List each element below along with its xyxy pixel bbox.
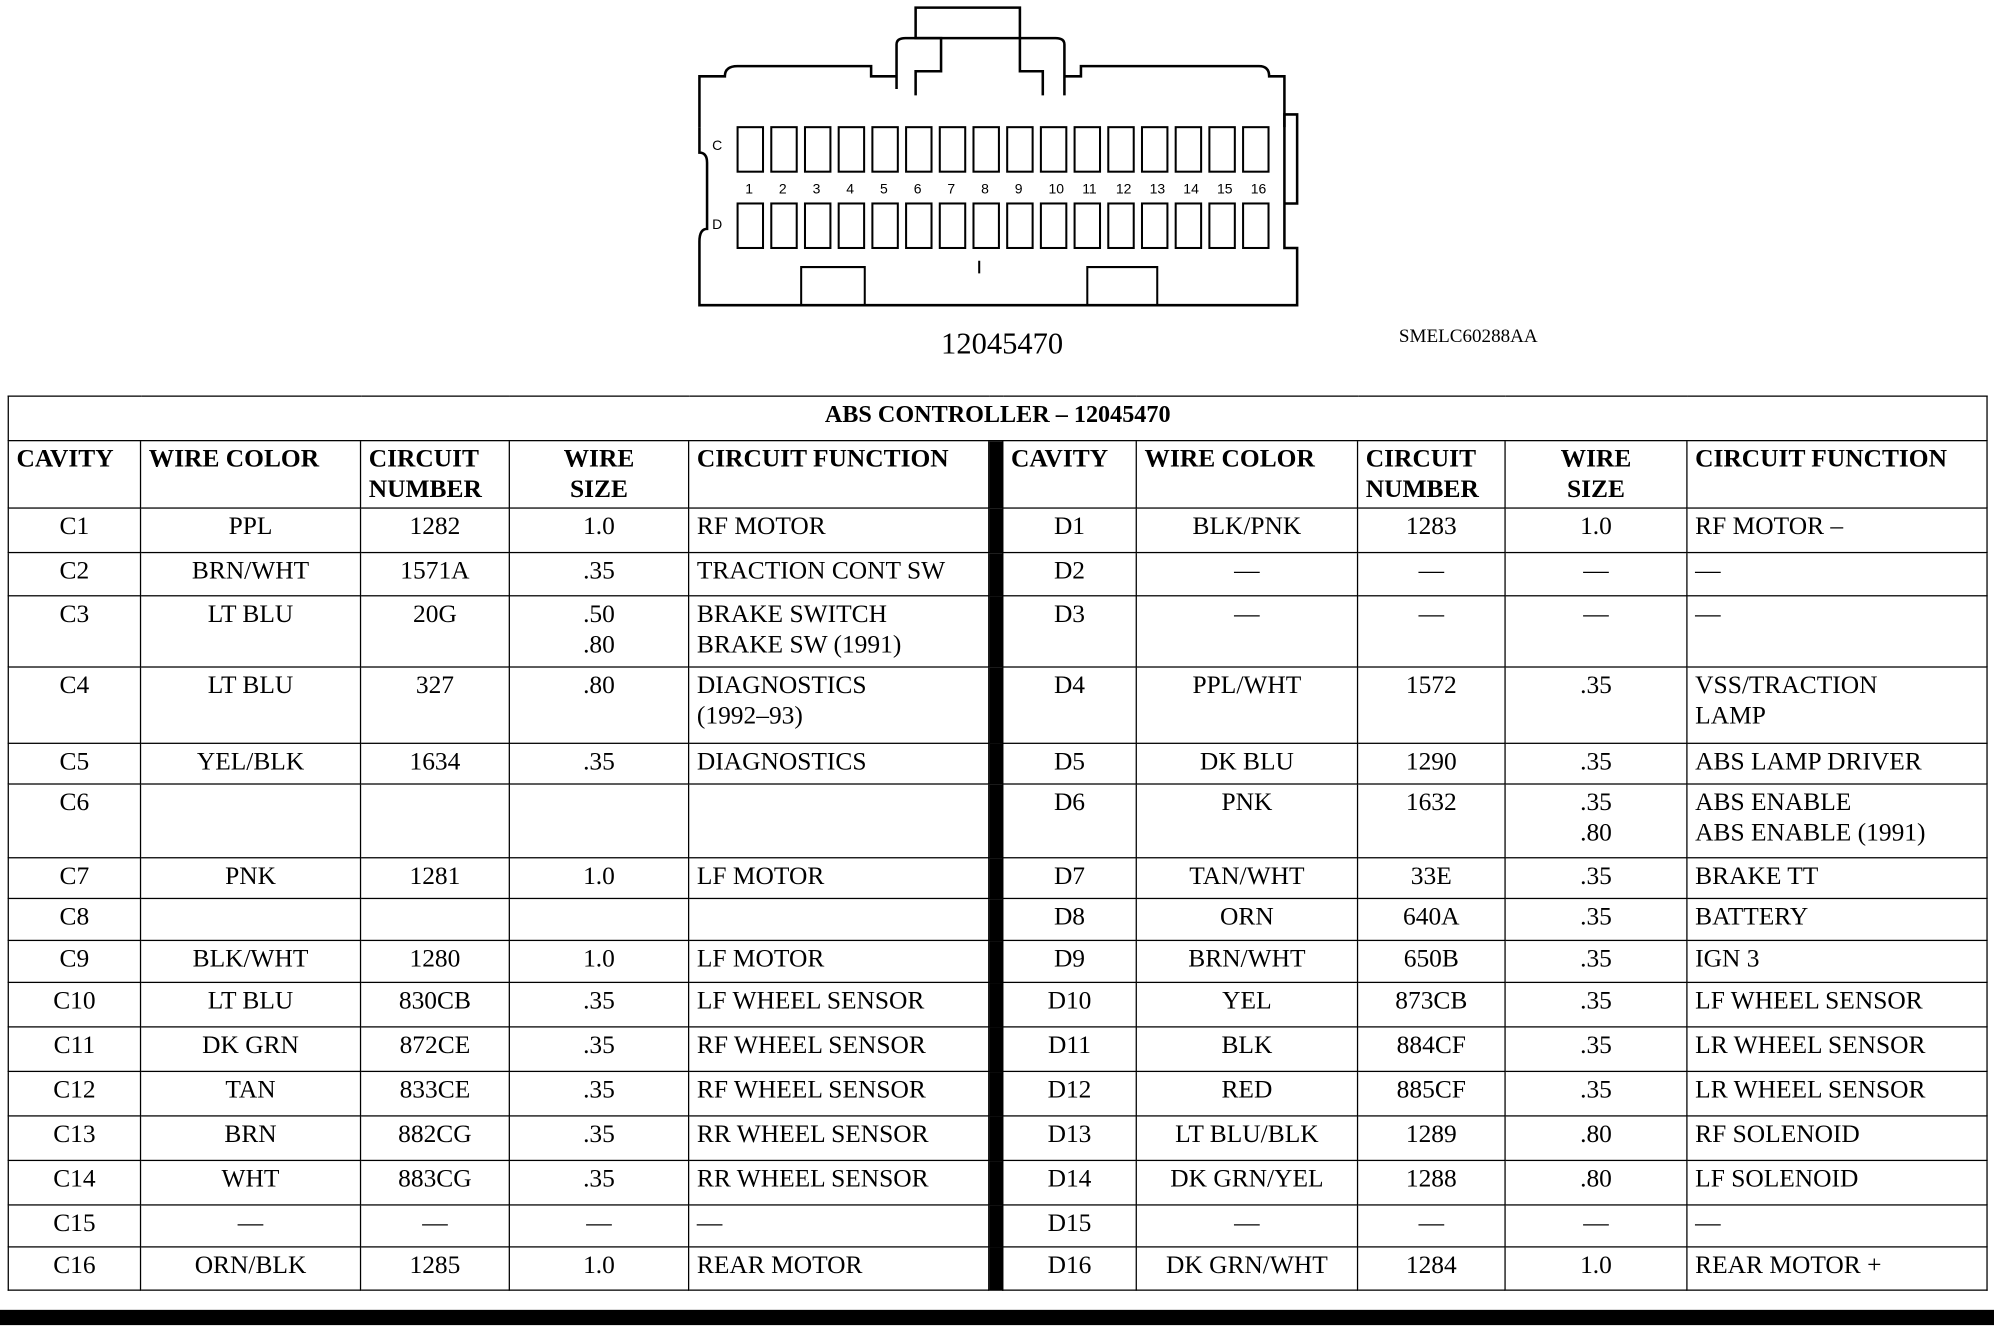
wire-size-cell: 1.0 [509, 858, 688, 899]
cavity-cell: C16 [8, 1247, 140, 1290]
cavity-cell: D16 [1003, 1247, 1137, 1290]
cavity-outline [973, 203, 998, 248]
circuit-function-cell: RF WHEEL SENSOR [689, 1071, 989, 1116]
cavity-cell: C3 [8, 596, 140, 667]
wire-color-cell: BRN/WHT [141, 553, 361, 596]
pin-number: 15 [1217, 180, 1233, 197]
column-divider [989, 553, 1003, 596]
pin-number: 14 [1183, 180, 1199, 197]
cavity-cell: C4 [8, 667, 140, 743]
cavity-outline [1041, 203, 1066, 248]
column-header: WIRE SIZE [509, 441, 688, 508]
circuit-number-cell: 650B [1358, 940, 1506, 982]
circuit-number-cell: — [1358, 1205, 1506, 1247]
cavity-outline [771, 127, 796, 172]
cavity-outline [1243, 203, 1268, 248]
wire-color-cell: DK GRN/YEL [1136, 1160, 1357, 1205]
cavity-cell: D9 [1003, 940, 1137, 982]
table-row [8, 743, 1987, 784]
circuit-number-cell: 884CF [1358, 1027, 1506, 1072]
pin-number: 9 [1014, 180, 1023, 197]
table-row [8, 858, 1987, 899]
cavity-outline [872, 203, 897, 248]
cavity-cell: C2 [8, 553, 140, 596]
wire-color-cell: TAN/WHT [1136, 858, 1357, 899]
circuit-number-cell: 1571A [361, 553, 510, 596]
circuit-number-cell: 1280 [361, 940, 510, 982]
cavity-cell: D7 [1003, 858, 1137, 899]
wire-color-cell: DK BLU [1136, 743, 1357, 784]
circuit-number-cell: 833CE [361, 1071, 510, 1116]
column-divider [989, 1205, 1003, 1247]
circuit-function-cell: LR WHEEL SENSOR [1687, 1027, 1987, 1072]
wire-size-cell: .35 [509, 743, 688, 784]
wire-color-cell: PNK [141, 858, 361, 899]
wire-size-cell: .80 [509, 667, 688, 743]
cavity-cell: D6 [1003, 784, 1137, 858]
wire-color-cell [141, 784, 361, 858]
cavity-cell: D8 [1003, 898, 1137, 940]
circuit-function-cell: RR WHEEL SENSOR [689, 1116, 989, 1161]
wire-size-cell: .35 .80 [1505, 784, 1687, 858]
wire-color-cell: PPL [141, 508, 361, 553]
column-header: CAVITY [8, 441, 140, 508]
cavity-cell: C15 [8, 1205, 140, 1247]
cavity-outline [1209, 203, 1234, 248]
wire-color-cell: BRN/WHT [1136, 940, 1357, 982]
cavity-outline [738, 127, 763, 172]
wire-color-cell: BLK/PNK [1136, 508, 1357, 553]
circuit-function-cell: RR WHEEL SENSOR [689, 1160, 989, 1205]
cavity-outline [839, 127, 864, 172]
wire-color-cell: BLK/WHT [141, 940, 361, 982]
cavity-outline [1209, 127, 1234, 172]
wire-size-cell: .35 [509, 1071, 688, 1116]
wire-color-cell [141, 898, 361, 940]
cavity-cell: C14 [8, 1160, 140, 1205]
cavity-cell: C9 [8, 940, 140, 982]
cavity-cell: C13 [8, 1116, 140, 1161]
header-row [8, 441, 1987, 508]
column-header: WIRE COLOR [1136, 441, 1357, 508]
circuit-function-cell: LF SOLENOID [1687, 1160, 1987, 1205]
column-divider [989, 667, 1003, 743]
wire-size-cell: .35 [1505, 898, 1687, 940]
cavity-cell: C6 [8, 784, 140, 858]
cavity-cell: D11 [1003, 1027, 1137, 1072]
circuit-number-cell: 883CG [361, 1160, 510, 1205]
cavity-outline [839, 203, 864, 248]
circuit-function-cell: VSS/TRACTION LAMP [1687, 667, 1987, 743]
circuit-number-cell: — [361, 1205, 510, 1247]
column-divider [989, 441, 1003, 508]
cavity-cell: D15 [1003, 1205, 1137, 1247]
wire-size-cell: .35 [1505, 858, 1687, 899]
circuit-number-cell: 885CF [1358, 1071, 1506, 1116]
cavity-cell: D12 [1003, 1071, 1137, 1116]
cavity-cell: C1 [8, 508, 140, 553]
circuit-number-cell [361, 784, 510, 858]
column-header: WIRE SIZE [1505, 441, 1687, 508]
wire-size-cell: .35 [1505, 743, 1687, 784]
circuit-number-cell: 20G [361, 596, 510, 667]
circuit-function-cell: RF SOLENOID [1687, 1116, 1987, 1161]
pin-number: 4 [846, 180, 855, 197]
cavity-outline [1176, 203, 1201, 248]
wire-size-cell [509, 898, 688, 940]
wire-size-cell: 1.0 [509, 940, 688, 982]
wire-size-cell: .35 [509, 1027, 688, 1072]
wire-color-cell: — [141, 1205, 361, 1247]
column-divider [989, 982, 1003, 1027]
column-divider [989, 1116, 1003, 1161]
circuit-function-cell: LF WHEEL SENSOR [689, 982, 989, 1027]
circuit-function-cell: DIAGNOSTICS [689, 743, 989, 784]
wire-size-cell: .35 [1505, 982, 1687, 1027]
wire-size-cell: .35 [509, 982, 688, 1027]
cavity-outline [771, 203, 796, 248]
wire-color-cell: DK GRN/WHT [1136, 1247, 1357, 1290]
table-row [8, 553, 1987, 596]
circuit-number-cell: 327 [361, 667, 510, 743]
wire-size-cell: — [1505, 1205, 1687, 1247]
column-divider [989, 1160, 1003, 1205]
circuit-function-cell: BRAKE SWITCH BRAKE SW (1991) [689, 596, 989, 667]
table-row [8, 508, 1987, 553]
pin-number: 6 [913, 180, 922, 197]
row-label-c: C [712, 137, 723, 154]
circuit-number-cell: 1284 [1358, 1247, 1506, 1290]
table-title: ABS CONTROLLER – 12045470 [8, 396, 1987, 441]
circuit-number-cell: 1632 [1358, 784, 1506, 858]
wire-size-cell: 1.0 [509, 1247, 688, 1290]
circuit-number-cell: 1283 [1358, 508, 1506, 553]
cavity-outline [1075, 203, 1100, 248]
column-divider [989, 1247, 1003, 1290]
circuit-function-cell: BATTERY [1687, 898, 1987, 940]
wire-color-cell: WHT [141, 1160, 361, 1205]
circuit-number-cell: 640A [1358, 898, 1506, 940]
wire-color-cell: LT BLU/BLK [1136, 1116, 1357, 1161]
cavity-outline [1243, 127, 1268, 172]
column-divider [989, 940, 1003, 982]
pin-number: 13 [1149, 180, 1166, 197]
wire-color-cell: BRN [141, 1116, 361, 1161]
wire-color-cell: YEL/BLK [141, 743, 361, 784]
wire-size-cell: 1.0 [1505, 1247, 1687, 1290]
drawing-code: SMELC60288AA [1398, 326, 1538, 348]
pin-number: 11 [1082, 180, 1097, 197]
wire-color-cell: RED [1136, 1071, 1357, 1116]
column-divider [989, 1027, 1003, 1072]
wire-color-cell: PNK [1136, 784, 1357, 858]
cavity-cell: D1 [1003, 508, 1137, 553]
wire-size-cell: 1.0 [1505, 508, 1687, 553]
cavity-cell: C7 [8, 858, 140, 899]
wire-size-cell: .35 [509, 553, 688, 596]
cavity-cell: D14 [1003, 1160, 1137, 1205]
wire-size-cell: — [1505, 553, 1687, 596]
circuit-function-cell: LF MOTOR [689, 858, 989, 899]
cavity-outline [940, 127, 965, 172]
cavity-outline [1142, 127, 1167, 172]
column-divider [989, 858, 1003, 899]
circuit-number-cell: 1572 [1358, 667, 1506, 743]
circuit-function-cell: RF MOTOR [689, 508, 989, 553]
cavity-outline [1075, 127, 1100, 172]
cavity-cell: C12 [8, 1071, 140, 1116]
wire-color-cell: LT BLU [141, 982, 361, 1027]
table-row [8, 1027, 1987, 1072]
cavity-outline [805, 203, 830, 248]
wire-size-cell: .35 [1505, 940, 1687, 982]
row-label-d: D [712, 215, 723, 232]
pin-number: 7 [947, 180, 956, 197]
circuit-number-cell: 830CB [361, 982, 510, 1027]
wire-color-cell: BLK [1136, 1027, 1357, 1072]
circuit-function-cell: — [1687, 553, 1987, 596]
wire-size-cell: .35 [509, 1116, 688, 1161]
wire-color-cell: LT BLU [141, 667, 361, 743]
circuit-function-cell: — [689, 1205, 989, 1247]
circuit-number-cell: 1289 [1358, 1116, 1506, 1161]
wire-color-cell: YEL [1136, 982, 1357, 1027]
wire-size-cell: .35 [1505, 667, 1687, 743]
circuit-function-cell: — [1687, 596, 1987, 667]
table-row [8, 667, 1987, 743]
column-divider [989, 784, 1003, 858]
cavity-cell: D5 [1003, 743, 1137, 784]
table-row [8, 1247, 1987, 1290]
circuit-number-cell: — [1358, 596, 1506, 667]
cavity-cell: C8 [8, 898, 140, 940]
circuit-number-cell: 33E [1358, 858, 1506, 899]
circuit-number-cell: — [1358, 553, 1506, 596]
cavity-cell: D3 [1003, 596, 1137, 667]
circuit-function-cell: REAR MOTOR + [1687, 1247, 1987, 1290]
cavity-cell: D4 [1003, 667, 1137, 743]
column-header: CAVITY [1003, 441, 1137, 508]
cavity-outline [738, 203, 763, 248]
circuit-function-cell [689, 784, 989, 858]
column-divider [989, 898, 1003, 940]
wire-color-cell: ORN/BLK [141, 1247, 361, 1290]
circuit-function-cell: — [1687, 1205, 1987, 1247]
pin-number: 2 [778, 180, 787, 197]
column-header: WIRE COLOR [141, 441, 361, 508]
cavity-cell: C11 [8, 1027, 140, 1072]
cavity-outline [1108, 127, 1133, 172]
part-number: 12045470 [941, 328, 1064, 362]
wire-size-cell: .80 [1505, 1160, 1687, 1205]
wire-color-cell: TAN [141, 1071, 361, 1116]
cavity-outline [1007, 203, 1032, 248]
cavity-cell: D2 [1003, 553, 1137, 596]
wire-size-cell: 1.0 [509, 508, 688, 553]
circuit-number-cell: 1634 [361, 743, 510, 784]
cavity-outline [906, 127, 931, 172]
wire-size-cell: .35 [1505, 1071, 1687, 1116]
circuit-function-cell: LF MOTOR [689, 940, 989, 982]
circuit-number-cell: 1285 [361, 1247, 510, 1290]
circuit-number-cell [361, 898, 510, 940]
circuit-number-cell: 1290 [1358, 743, 1506, 784]
bottom-rule [0, 1310, 1994, 1325]
wire-size-cell: — [509, 1205, 688, 1247]
wire-color-cell: PPL/WHT [1136, 667, 1357, 743]
pin-number: 10 [1048, 180, 1065, 197]
table-row [8, 1205, 1987, 1247]
pin-number: 16 [1250, 180, 1267, 197]
circuit-function-cell [689, 898, 989, 940]
circuit-number-cell: 873CB [1358, 982, 1506, 1027]
circuit-number-cell: 1281 [361, 858, 510, 899]
table-row [8, 1116, 1987, 1161]
circuit-function-cell: LF WHEEL SENSOR [1687, 982, 1987, 1027]
circuit-function-cell: LR WHEEL SENSOR [1687, 1071, 1987, 1116]
wire-color-cell: LT BLU [141, 596, 361, 667]
circuit-function-cell: BRAKE TT [1687, 858, 1987, 899]
wire-color-cell: DK GRN [141, 1027, 361, 1072]
column-divider [989, 743, 1003, 784]
circuit-number-cell: 1282 [361, 508, 510, 553]
cavity-outline [1108, 203, 1133, 248]
column-header: CIRCUIT FUNCTION [1687, 441, 1987, 508]
cavity-outline [1041, 127, 1066, 172]
table-row [8, 1160, 1987, 1205]
circuit-function-cell: TRACTION CONT SW [689, 553, 989, 596]
pin-number: 5 [880, 180, 888, 197]
pin-number: 3 [812, 180, 821, 197]
wire-color-cell: — [1136, 596, 1357, 667]
wire-size-cell: .35 [509, 1160, 688, 1205]
cavity-outline [906, 203, 931, 248]
column-divider [989, 596, 1003, 667]
cavity-outline [1176, 127, 1201, 172]
table-row [8, 1071, 1987, 1116]
wire-size-cell: .35 [1505, 1027, 1687, 1072]
cavity-outline [1142, 203, 1167, 248]
circuit-number-cell: 872CE [361, 1027, 510, 1072]
pinout-table [8, 395, 1988, 1290]
circuit-number-cell: 882CG [361, 1116, 510, 1161]
circuit-function-cell: ABS ENABLE ABS ENABLE (1991) [1687, 784, 1987, 858]
wire-size-cell: — [1505, 596, 1687, 667]
circuit-function-cell: RF MOTOR – [1687, 508, 1987, 553]
cavity-outline [940, 203, 965, 248]
cavity-cell: D10 [1003, 982, 1137, 1027]
cavity-cell: C5 [8, 743, 140, 784]
wire-size-cell: .80 [1505, 1116, 1687, 1161]
circuit-number-cell: 1288 [1358, 1160, 1506, 1205]
column-divider [989, 508, 1003, 553]
column-header: CIRCUIT FUNCTION [689, 441, 989, 508]
connector-diagram [687, 0, 1323, 324]
circuit-function-cell: REAR MOTOR [689, 1247, 989, 1290]
column-divider [989, 1071, 1003, 1116]
circuit-function-cell: RF WHEEL SENSOR [689, 1027, 989, 1072]
column-header: CIRCUIT NUMBER [361, 441, 510, 508]
cavity-outline [805, 127, 830, 172]
column-header: CIRCUIT NUMBER [1358, 441, 1506, 508]
table-row [8, 898, 1987, 940]
circuit-function-cell: ABS LAMP DRIVER [1687, 743, 1987, 784]
table-row [8, 940, 1987, 982]
circuit-function-cell: DIAGNOSTICS (1992–93) [689, 667, 989, 743]
wire-size-cell [509, 784, 688, 858]
cavity-outline [1007, 127, 1032, 172]
circuit-function-cell: IGN 3 [1687, 940, 1987, 982]
cavity-outline [973, 127, 998, 172]
pin-number: 8 [981, 180, 989, 197]
wire-color-cell: — [1136, 553, 1357, 596]
cavity-cell: D13 [1003, 1116, 1137, 1161]
pin-number: 12 [1115, 180, 1132, 197]
cavity-outline [872, 127, 897, 172]
table-row [8, 596, 1987, 667]
wire-size-cell: .50 .80 [509, 596, 688, 667]
table-row [8, 784, 1987, 858]
cavity-cell: C10 [8, 982, 140, 1027]
wire-color-cell: — [1136, 1205, 1357, 1247]
pin-number: 1 [745, 180, 753, 197]
table-row [8, 982, 1987, 1027]
wire-color-cell: ORN [1136, 898, 1357, 940]
